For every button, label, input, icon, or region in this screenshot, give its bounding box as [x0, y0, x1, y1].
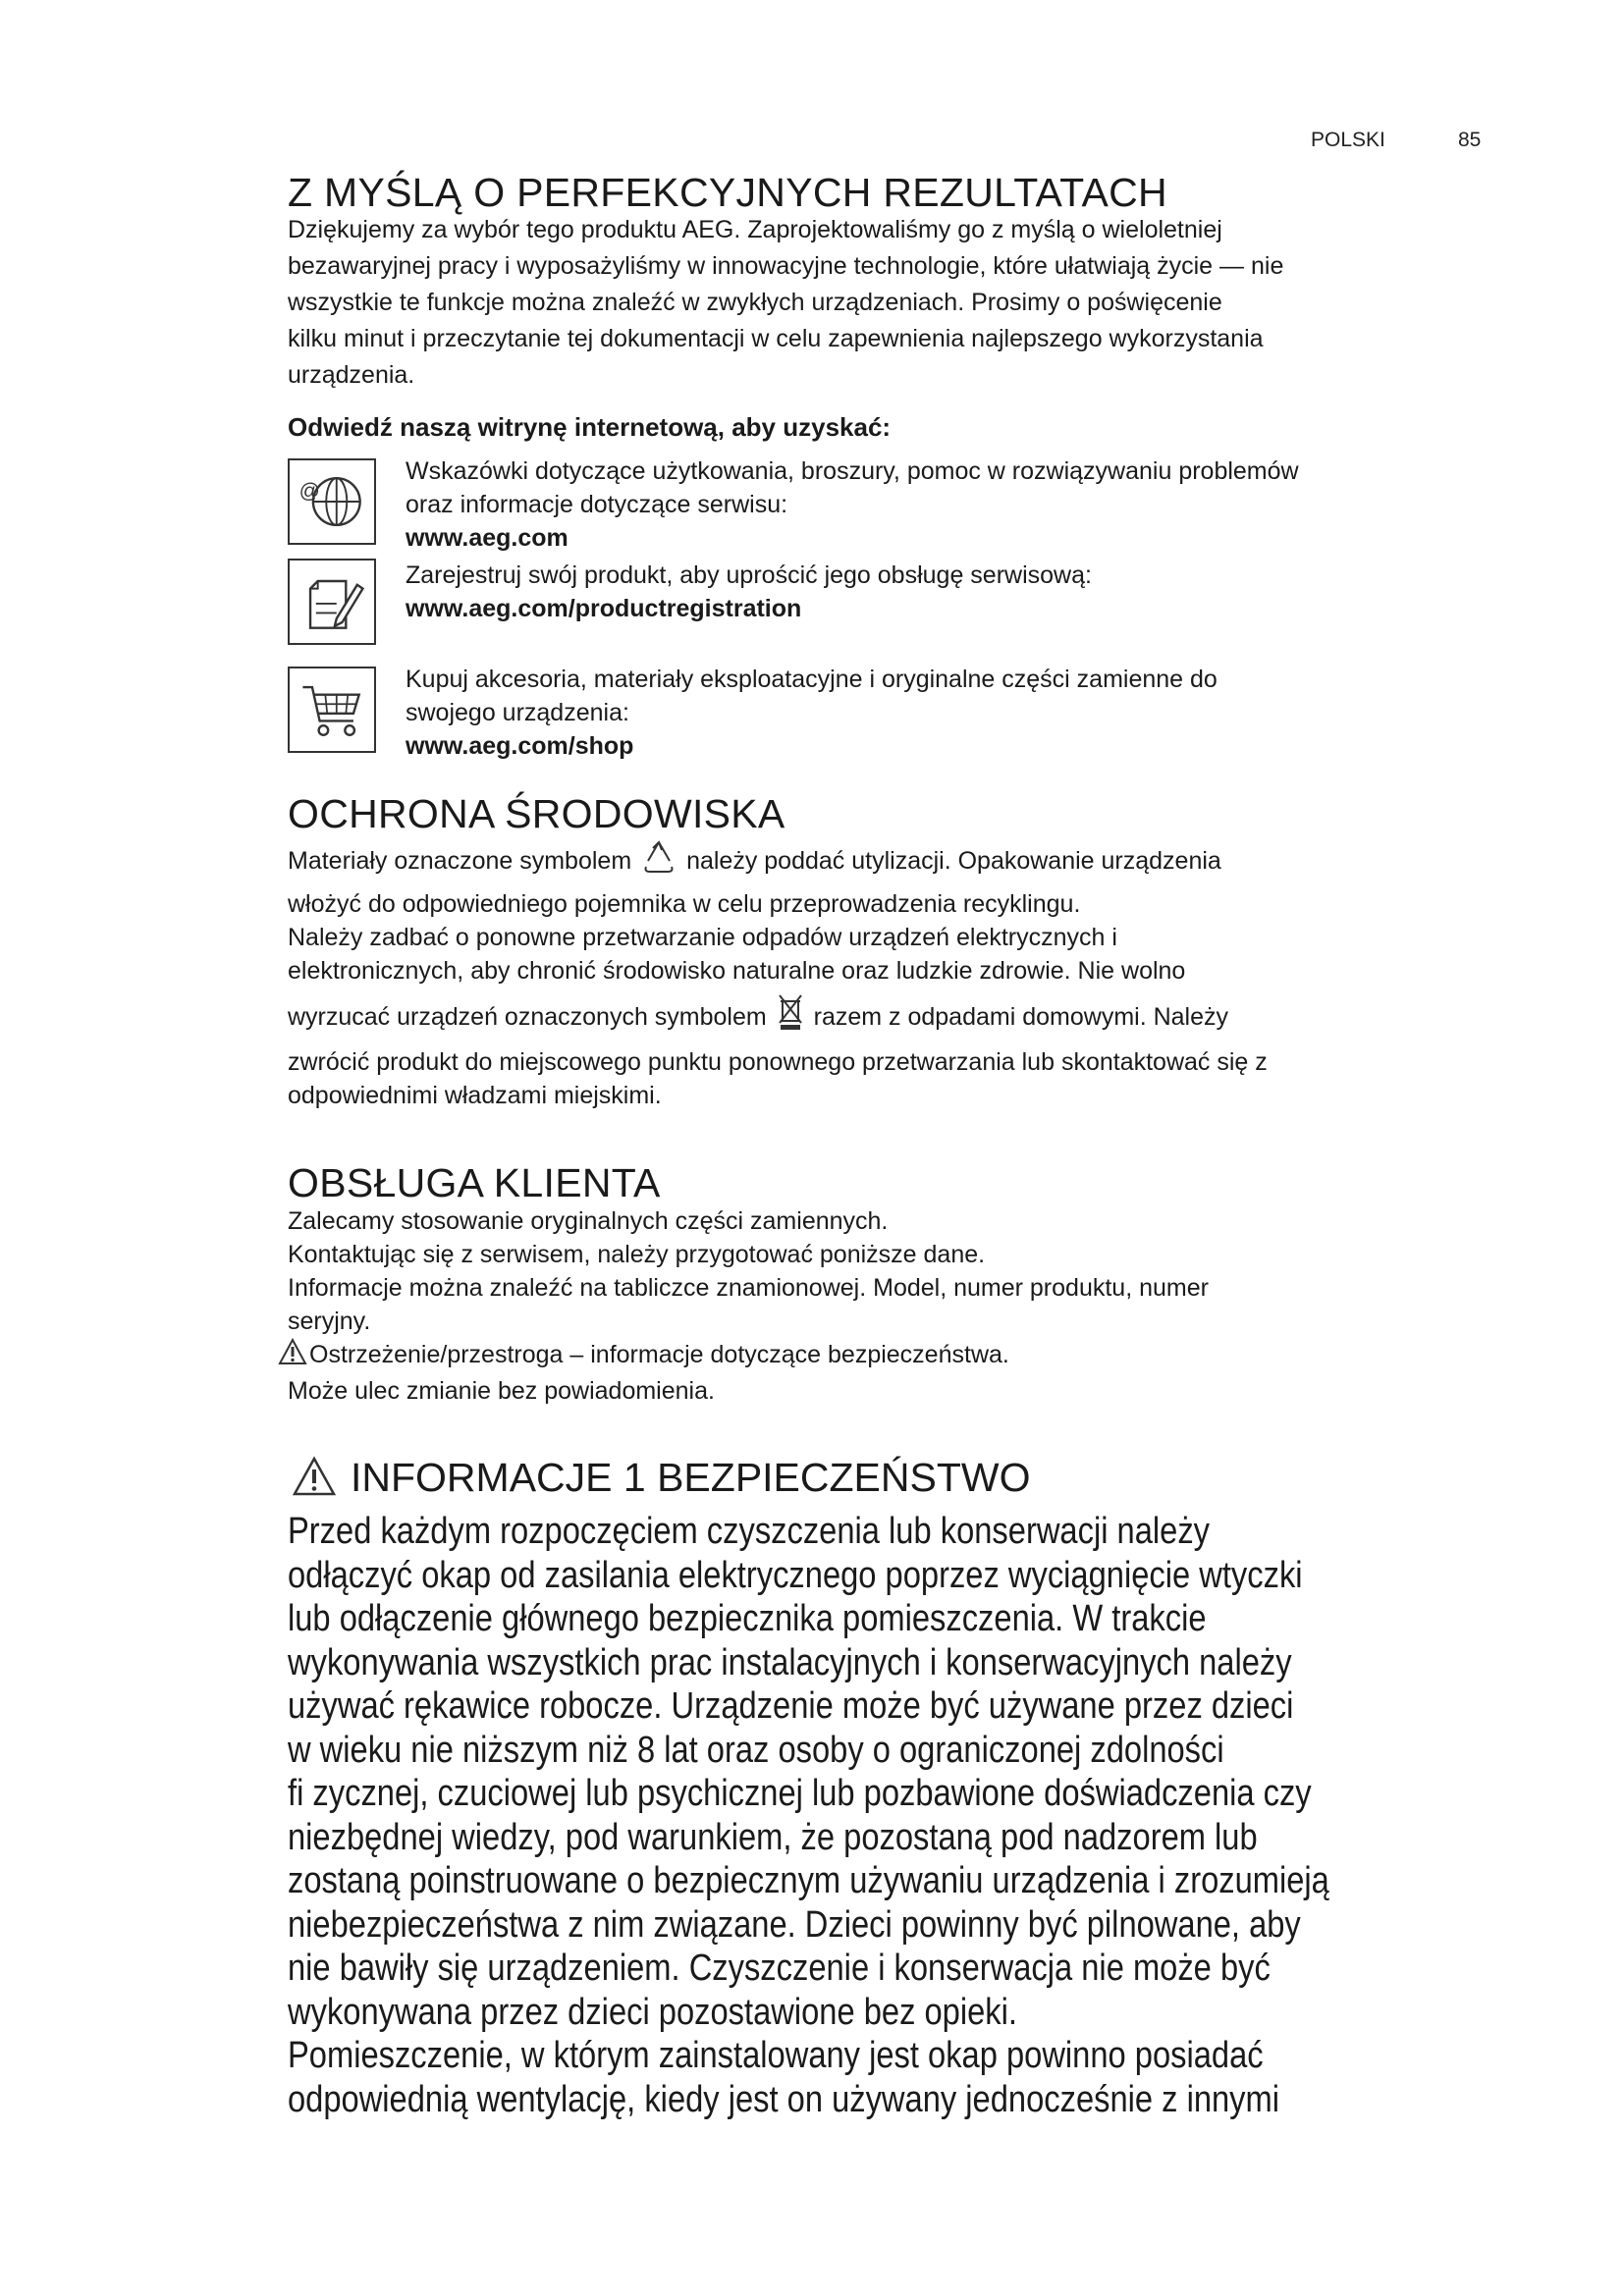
svg-text:@: @	[298, 480, 320, 504]
environment-text: elektronicznych, aby chronić środowisko naturalne oraz ludzkie zdrowie. Nie wolno	[288, 957, 1186, 985]
intro-line: bezawaryjnej pracy i wyposażyliśmy w innowacyjne technologie, które ułatwiają życie — nie	[288, 252, 1284, 280]
service-warning-text: Ostrzeżenie/przestroga – informacje dotyczące bezpieczeństwa.	[309, 1341, 1009, 1368]
environment-text: razem z odpadami domowymi. Należy	[813, 1003, 1229, 1031]
warning-icon	[292, 1456, 337, 1502]
page-number: 85	[1458, 129, 1482, 151]
service-line: Informacje można znaleźć na tabliczce znamionowej. Model, numer produktu, numer	[288, 1274, 1209, 1302]
link-row-registration	[288, 559, 1495, 667]
safety-line: fi zycznej, czuciowej lub psychicznej lub pozbawione doświadczenia czy	[288, 1773, 1312, 1814]
service-line: Zalecamy stosowanie oryginalnych części zamiennych.	[288, 1207, 889, 1235]
link-url[interactable]: www.aeg.com	[406, 524, 568, 552]
link-url[interactable]: www.aeg.com/productregistration	[406, 595, 802, 622]
intro-paragraph	[288, 212, 1495, 394]
links-list	[288, 458, 1495, 765]
environment-title: OCHRONA ŚRODOWISKA	[288, 791, 785, 836]
link-description: Zarejestruj swój produkt, aby uprościć jego obsługę serwisową:	[406, 561, 1092, 589]
service-title: OBSŁUGA KLIENTA	[288, 1160, 661, 1205]
service-paragraph	[288, 1204, 1495, 1408]
intro-line: Dziękujemy za wybór tego produktu AEG. Zaprojektowaliśmy go z myślą o wieloletniej	[288, 216, 1222, 243]
safety-line: zostaną poinstruowane o bezpiecznym używaniu urządzenia i zrozumieją	[288, 1860, 1329, 1901]
link-text-registration	[406, 559, 1092, 625]
safety-line: odpowiednią wentylację, kiedy jest on używany jednocześnie z innymi	[288, 2078, 1280, 2120]
environment-paragraph	[288, 839, 1495, 1112]
safety-line: lub odłączenie głównego bezpiecznika pomieszczenia. W trakcie	[288, 1598, 1207, 1639]
safety-line: nie bawiły się urządzeniem. Czyszczenie i konserwacja nie może być	[288, 1948, 1271, 1989]
service-change-text: Może ulec zmianie bez powiadomienia.	[288, 1377, 715, 1405]
environment-text: odpowiednimi władzami miejskimi.	[288, 1082, 662, 1109]
link-row-shop	[288, 667, 1495, 765]
link-text-support	[406, 454, 1299, 555]
link-description: Wskazówki dotyczące użytkowania, broszury, pomoc w rozwiązywaniu problemów	[406, 457, 1299, 485]
link-url[interactable]: www.aeg.com/shop	[406, 732, 634, 760]
intro-line: kilku minut i przeczytanie tej dokumentacji w celu zapewnienia najlepszego wykorzystania	[288, 325, 1264, 352]
safety-line: niebezpieczeństwa z nim związane. Dzieci powinny być pilnowane, aby	[288, 1903, 1301, 1946]
intro-line: urządzenia.	[288, 361, 415, 389]
service-line: Kontaktując się z serwisem, należy przygotować poniższe dane.	[288, 1241, 986, 1268]
intro-line: wszystkie te funkcje można znaleźć w zwykłych urządzeniach. Prosimy o poświęcenie	[288, 289, 1222, 316]
link-row-support	[288, 458, 1495, 559]
crossed-bin-icon	[778, 993, 803, 1045]
recycling-icon	[642, 839, 676, 887]
globe-icon	[288, 458, 376, 545]
warning-icon	[278, 1338, 307, 1374]
environment-text: Należy zadbać o ponowne przetwarzanie odpadów urządzeń elektrycznych i	[288, 924, 1117, 951]
environment-text: należy poddać utylizacji. Opakowanie urządzenia	[686, 847, 1221, 875]
language-label: POLSKI	[1311, 129, 1385, 151]
intro-title: Z MYŚLĄ O PERFEKCYJNYCH REZULTATACH	[288, 170, 1167, 215]
page-content	[288, 169, 1495, 2121]
safety-line: wykonywana przez dzieci pozostawione bez opieki.	[288, 1991, 1017, 2033]
safety-line: niezbędnej wiedzy, pod warunkiem, że pozostaną pod nadzorem lub	[288, 1816, 1258, 1858]
visit-label: Odwiedź naszą witrynę internetową, aby uzyskać:	[288, 412, 892, 442]
safety-line: używać rękawice robocze. Urządzenie może być używane przez dzieci	[288, 1685, 1294, 1727]
safety-line: w wieku nie niższym niż 8 lat oraz osoby o ograniczonej zdolności	[288, 1729, 1224, 1771]
safety-header	[288, 1453, 1495, 1502]
environment-text: Materiały oznaczone symbolem	[288, 847, 632, 875]
safety-line: wykonywania wszystkich prac instalacyjnych i konserwacyjnych należy	[288, 1641, 1292, 1683]
safety-line: Pomieszczenie, w którym zainstalowany jest okap powinno posiadać	[288, 2035, 1264, 2076]
shopping-cart-icon	[288, 667, 376, 753]
safety-line: odłączyć okap od zasilania elektrycznego poprzez wyciągnięcie wtyczki	[288, 1554, 1303, 1596]
environment-text: zwrócić produkt do miejscowego punktu ponownego przetwarzania lub skontaktować się z	[288, 1048, 1268, 1076]
link-text-shop	[406, 663, 1218, 763]
link-description: Kupuj akcesoria, materiały eksploatacyjne i oryginalne części zamienne do	[406, 666, 1218, 693]
page-header	[1311, 129, 1507, 152]
registration-icon	[288, 559, 376, 645]
service-line: seryjny.	[288, 1308, 371, 1335]
safety-paragraph	[288, 1510, 1495, 2121]
link-description: oraz informacje dotyczące serwisu:	[406, 491, 788, 518]
environment-text: włożyć do odpowiedniego pojemnika w celu przeprowadzenia recyklingu.	[288, 890, 1081, 918]
safety-title: INFORMACJE 1 BEZPIECZEŃSTWO	[351, 1455, 1031, 1500]
environment-text: wyrzucać urządzeń oznaczonych symbolem	[288, 1003, 767, 1031]
safety-line: Przed każdym rozpoczęciem czyszczenia lub konserwacji należy	[288, 1511, 1211, 1552]
link-description: swojego urządzenia:	[406, 699, 629, 726]
